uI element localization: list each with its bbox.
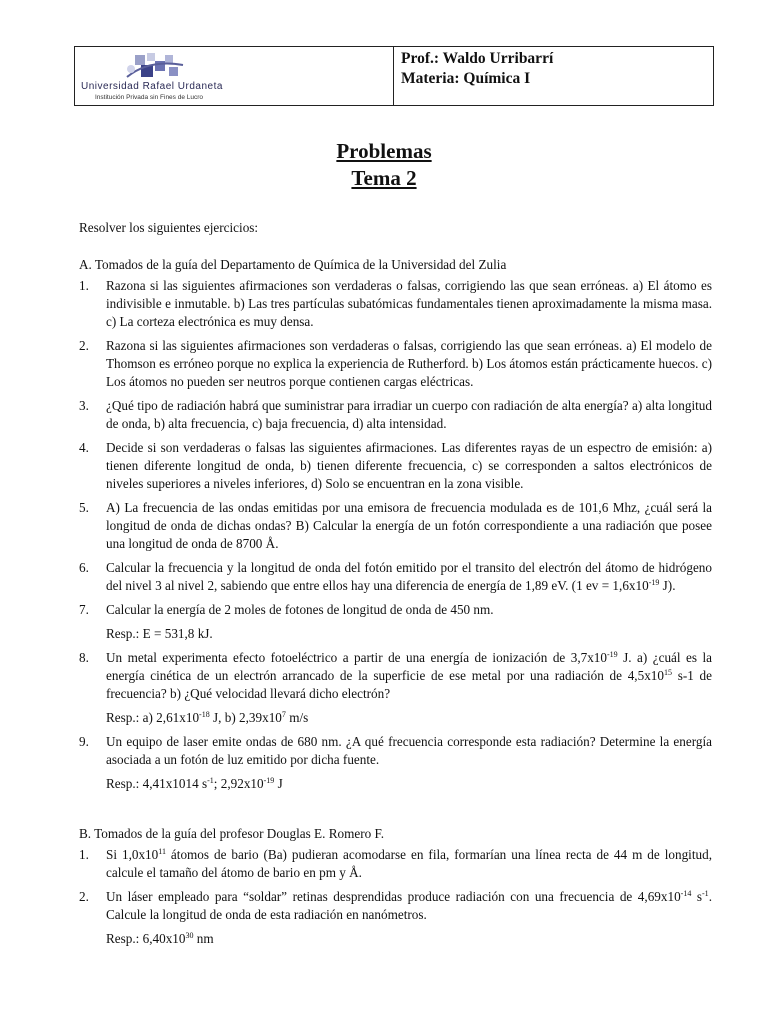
item-number: 1. [79,847,89,862]
item-text [106,889,712,922]
list-item [79,733,712,769]
text-run: J. a) ¿cuál es la energía cinética de un electrón arrancado de la superficie de ese metal por una radiación de 4,5x10 [106,650,712,683]
superscript: -14 [680,889,692,898]
university-name: Universidad Rafael Urdaneta [81,81,223,92]
list-item [79,559,712,595]
course-info [394,47,713,105]
list-item [79,277,712,331]
list-item [79,397,712,433]
item-text [106,847,712,880]
text-run: Un láser empleado para “soldar” retinas desprendidas produce radiación con una frecuencia de 4,69x10 [106,889,681,904]
text-run: J, b) 2,39x10 [209,710,282,725]
text-run: m/s [285,710,309,725]
text-run: J [274,776,283,791]
superscript: -19 [607,650,618,659]
item-text: Calcular la energía de 2 moles de fotones de longitud de onda de 450 nm. [106,602,494,617]
item-number: 2. [79,889,89,904]
list-item [79,439,712,493]
instructions: Resolver los siguientes ejercicios: [79,220,259,235]
list-item [79,888,712,924]
answer [79,775,712,793]
list-item [79,337,712,391]
item-number: 1. [79,278,89,293]
superscript: -19 [263,776,275,785]
text-run: Si 1,0x10 [106,847,159,862]
section-b-list [79,846,712,924]
document-title [0,138,768,192]
item-text: A) La frecuencia de las ondas emitidas por una emisora de frecuencia modulada es de 101,6 Mhz, ¿cuál será la longitud de onda de dichas ondas? B) Calcular la energía de un fotón correspondiente a una radiación que posee una longitud de onda de 8700 Å. [106,500,712,551]
superscript: 7 [281,710,286,719]
text-run: nm [193,931,214,946]
list-item [79,649,712,703]
section-a-list [79,277,712,619]
document-body [79,219,712,954]
list-item [79,499,712,553]
answer: Resp.: E = 531,8 kJ. [106,626,213,641]
title-line-2: Tema 2 [351,166,417,190]
university-tagline: Institución Privada sin Fines de Lucro [95,94,204,101]
superscript: -18 [199,710,210,719]
superscript: -1 [207,776,214,785]
item-number: 6. [79,560,89,575]
text-run: átomos de bario (Ba) pudieran acomodarse en fila, formarían una línea recta de 44 m de longitud, calcule el tamaño del átomo de bario en pm y Å. [106,847,712,880]
text-run: s [691,889,703,904]
item-text: Un equipo de laser emite ondas de 680 nm. ¿A qué frecuencia corresponde esta radiación? Determine la energía asociada a un fotón de luz emitido por dicha fuente. [106,734,712,767]
text-run: Resp.: 6,40x10 [106,931,186,946]
superscript: -19 [648,578,660,587]
item-text: ¿Qué tipo de radiación habrá que suministrar para irradiar un cuerpo con radiación de alta energía? a) alta longitud de onda, b) alta frecuencia, c) baja frecuencia, d) alta intensidad. [106,398,712,431]
superscript: -1 [702,889,709,898]
item-text: Razona si las siguientes afirmaciones son verdaderas o falsas, corrigiendo las que sean erróneas. a) El modelo de Thomson es erróneo porque no explica la experiencia de Rutherford. b) Los átomos están prácticamente huecos. c) Los átomos no pueden ser neutros porque contienen cargas eléctricas. [106,338,712,389]
text-run: s-1 de frecuencia? b) ¿Qué velocidad llevará dicho electrón? [106,668,712,701]
answer [79,709,712,727]
section-b-heading: B. Tomados de la guía del profesor Douglas E. Romero F. [79,826,385,841]
answer [79,930,712,948]
text-run: ; 2,92x10 [213,776,264,791]
spacer [79,799,712,825]
text-run: Calcular la frecuencia y la longitud de onda del fotón emitido por el transito del electrón del átomo de hidrógeno del nivel 3 al nivel 2, sabiendo que entre ellos hay una diferencia de energía de 1,89 eV. (1 ev = 1,6x10 [106,560,712,593]
text-run: J). [659,578,676,593]
superscript: 15 [663,668,672,677]
subject-name: Materia: Química I [401,70,531,87]
item-number: 9. [79,734,89,749]
list-item [79,601,712,619]
item-text: Decide si son verdaderas o falsas las siguientes afirmaciones. Las diferentes rayas de un espectro de emisión: a) tienen diferente longitud de onda, b) tienen diferente frecuencia, c) se corresponden a saltos electrónicos de niveles superiores a niveles inferiores, d) Solo se encuentran en la zona visible. [106,440,712,491]
item-number: 4. [79,440,89,455]
professor-name: Prof.: Waldo Urribarrí [401,50,554,67]
item-text [106,650,712,701]
header-box [74,46,714,106]
item-text: Razona si las siguientes afirmaciones son verdaderas o falsas, corrigiendo las que sean erróneas. a) El átomo es indivisible e inmutable. b) Las tres partículas subatómicas fundamentales tienen aproximadamente la misma masa. c) La corteza electrónica es muy densa. [106,278,712,329]
text-run: . Calcule la longitud de onda de esta radiación en nanómetros. [106,889,712,922]
text-run: Resp.: a) 2,61x10 [106,710,200,725]
title-line-1: Problemas [336,139,432,163]
item-number: 8. [79,650,89,665]
list-item [79,846,712,882]
section-a-heading: A. Tomados de la guía del Departamento de Química de la Universidad del Zulia [79,257,507,272]
university-logo-icon [121,51,191,83]
section-a-list-cont [79,649,712,703]
item-number: 3. [79,398,89,413]
text-run: Un metal experimenta efecto fotoeléctrico a partir de una energía de ionización de 3,7x10 [106,650,607,665]
item-number: 2. [79,338,89,353]
superscript: 11 [158,847,166,856]
text-run: Resp.: 4,41x1014 s [106,776,208,791]
superscript: 30 [185,931,194,940]
item-text [106,560,712,593]
section-a-list-cont-2 [79,733,712,769]
item-number: 5. [79,500,89,515]
logo-cell [75,47,394,105]
item-number: 7. [79,602,89,617]
